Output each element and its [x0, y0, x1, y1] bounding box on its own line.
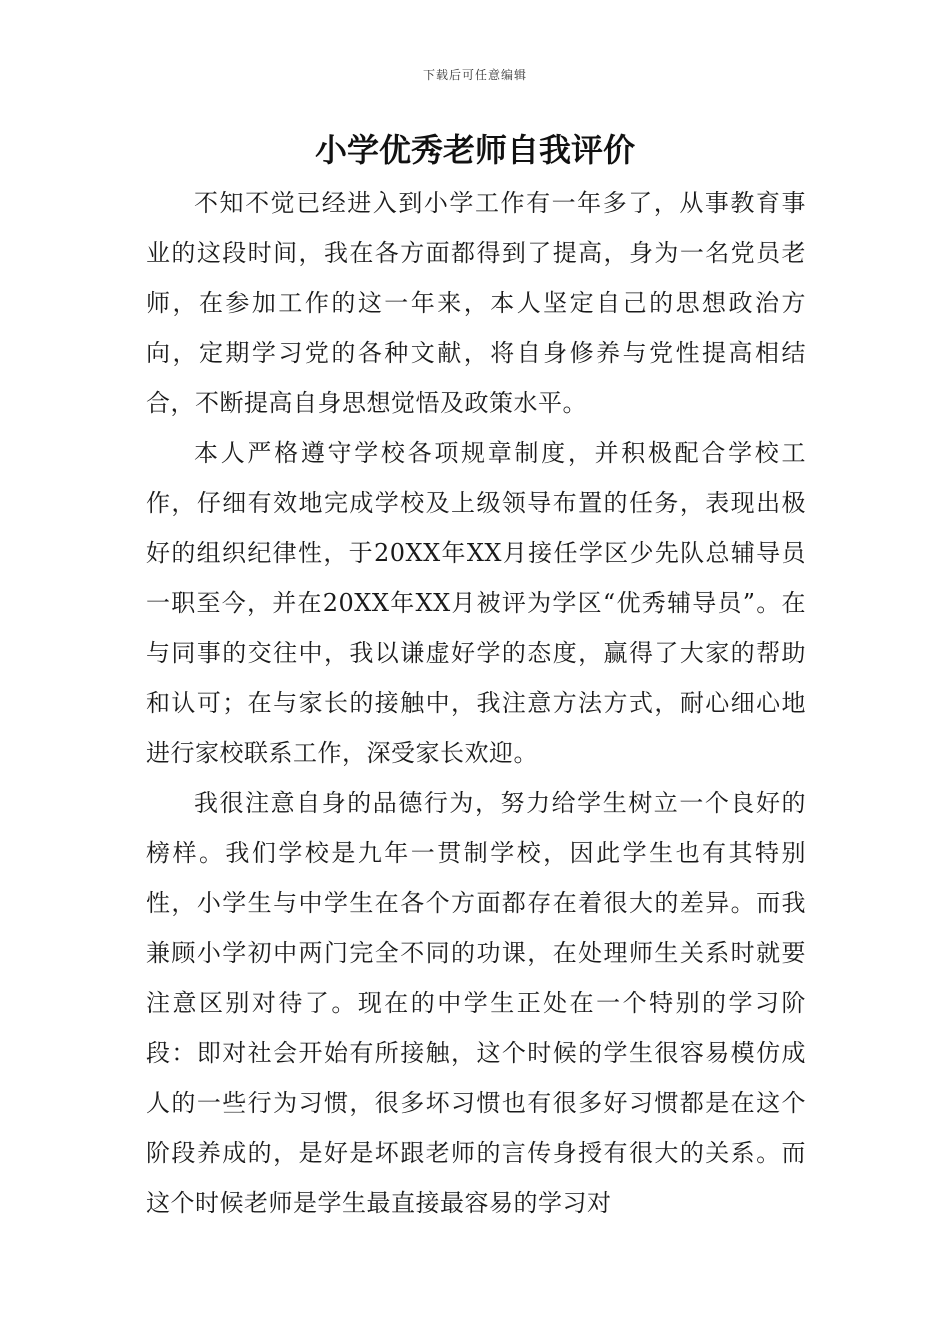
header-note: 下载后可任意编辑	[422, 68, 527, 82]
document-title: 小学优秀老师自我评价	[314, 131, 635, 169]
document-body	[146, 178, 806, 1228]
paragraph-3: 我很注意自身的品德行为，努力给学生树立一个良好的榜样。我们学校是九年一贯制学校，因此学生也有其特别性，小学生与中学生在各个方面都存在着很大的差异。而我兼顾小学初中两门完全不同的功课，在处理师生关系时就要注意区别对待了。现在的中学生正处在一个特别的学习阶段：即对社会开始有所接触，这个时候的学生很容易模仿成人的一些行为习惯，很多坏习惯也有很多好习惯都是在这个阶段养成的，是好是坏跟老师的言传身授有很大的关系。而这个时候老师是学生最直接最容易的学习对	[146, 789, 806, 1217]
paragraph-1: 不知不觉已经进入到小学工作有一年多了，从事教育事业的这段时间，我在各方面都得到了提高，身为一名党员老师，在参加工作的这一年来，本人坚定自己的思想政治方向，定期学习党的各种文献，将自身修养与党性提高相结合，不断提高自身思想觉悟及政策水平。	[146, 189, 806, 417]
paragraph-2: 本人严格遵守学校各项规章制度，并积极配合学校工作，仔细有效地完成学校及上级领导布置的任务，表现出极好的组织纪律性，于20XX年XX月接任学区少先队总辅导员一职至今，并在20XX年XX月被评为学区“优秀辅导员”。在与同事的交往中，我以谦虚好学的态度，赢得了大家的帮助和认可；在与家长的接触中，我注意方法方式，耐心细心地进行家校联系工作，深受家长欢迎。	[146, 439, 806, 767]
